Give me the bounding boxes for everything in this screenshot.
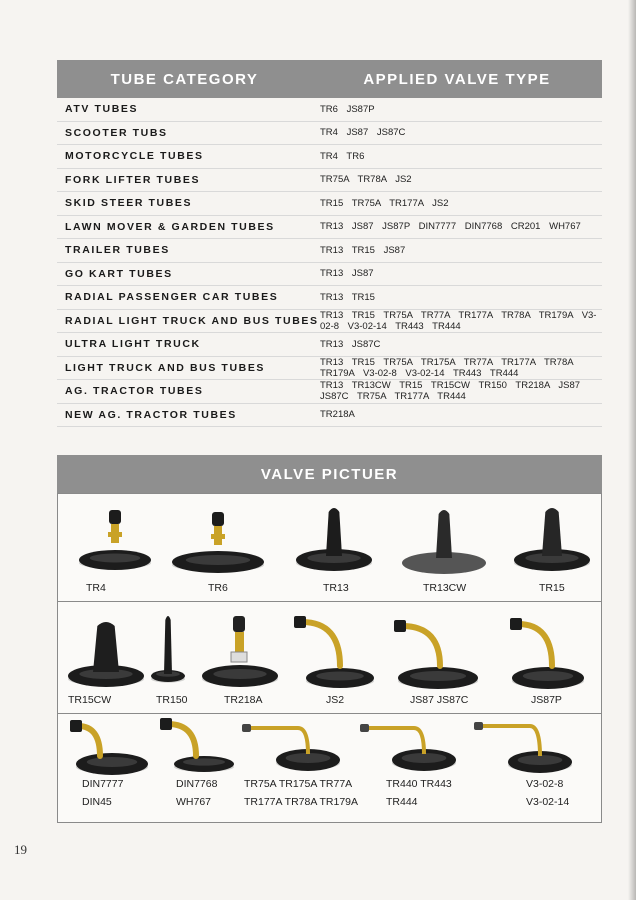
tube-category-cell: LAWN MOVER & GARDEN TUBES [65,220,275,233]
valve-type-cell: TR15 TR75A TR177A JS2 [320,197,449,209]
valve-label: V3-02-14 [526,796,570,808]
valve-item [66,606,146,690]
table-row [57,192,602,216]
valve-type-cell: TR13 TR15 [320,291,375,303]
table-row [57,263,602,287]
valve-tr13-icon [294,498,378,578]
table-row [57,404,602,428]
valve-row-3 [58,714,601,823]
table-row [57,333,602,357]
valve-type-cell: TR4 TR6 [320,150,365,162]
valve-type-cell: TR6 JS87P [320,103,375,115]
valve-tr218a-icon [200,606,282,690]
valve-tr13cw-icon [402,498,490,578]
valve-js87p-icon [506,606,592,690]
valve-label: TR218A [224,694,263,706]
valve-v3-icon [472,718,576,776]
tube-category-cell: FORK LIFTER TUBES [65,173,201,186]
valve-item [156,718,242,776]
valve-label: DIN7777 [82,778,124,790]
tube-category-cell: TRAILER TUBES [65,244,170,257]
valve-item [292,606,378,690]
tube-category-cell: AG. TRACTOR TUBES [65,385,204,398]
valve-label: WH767 [176,796,212,808]
tube-category-cell: LIGHT TRUCK AND BUS TUBES [65,361,266,374]
table-row [57,310,602,334]
table-row [57,380,602,404]
valve-item [356,718,460,776]
valve-item [388,606,488,690]
valve-type-cell: TR218A [320,409,355,421]
valve-row-1 [58,494,601,602]
valve-label: TR15CW [68,694,112,706]
tube-category-cell: RADIAL LIGHT TRUCK AND BUS TUBES [65,314,319,327]
valve-label: TR15 [539,582,565,594]
tube-category-cell: GO KART TUBES [65,267,173,280]
valve-picture-grid [57,493,602,823]
valve-din7777-icon [64,718,156,776]
valve-item [294,498,378,578]
valve-type-cell: TR13 JS87 JS87P DIN7777 DIN7768 CR201 WH767 [320,221,581,233]
valve-din7768-icon [156,718,242,776]
valve-tr150-icon [150,606,188,690]
page-edge-shadow [628,0,636,900]
valve-label: DIN45 [82,796,112,808]
valve-type-cell: TR75A TR78A JS2 [320,174,412,186]
valve-type-cell: TR13 JS87C [320,338,381,350]
valve-label: TR444 [386,796,418,808]
valve-item [240,718,344,776]
valve-label: TR6 [208,582,228,594]
valve-tr440-icon [356,718,460,776]
table-row [57,239,602,263]
table-row [57,145,602,169]
valve-tr6-icon [170,498,268,578]
table-row [57,216,602,240]
page-number: 19 [14,842,27,857]
valve-label: TR75A TR175A TR77A [244,778,353,790]
tube-category-cell: MOTORCYCLE TUBES [65,150,204,163]
valve-row-2 [58,602,601,714]
valve-label: TR4 [86,582,106,594]
header-tube-category: TUBE CATEGORY [110,70,259,88]
valve-label: V3-02-8 [526,778,564,790]
tube-category-cell: RADIAL PASSENGER CAR TUBES [65,291,279,304]
valve-item [170,498,268,578]
tube-category-cell: SKID STEER TUBES [65,197,193,210]
valve-label: TR150 [156,694,188,706]
valve-type-cell: TR13 TR15 JS87 [320,244,406,256]
valve-label: TR13 [323,582,349,594]
tube-category-cell: NEW AG. TRACTOR TUBES [65,408,237,421]
valve-item [512,498,596,578]
valve-tr75a-icon [240,718,344,776]
valve-type-cell: TR13 JS87 [320,268,374,280]
valve-label: TR440 TR443 [386,778,452,790]
valve-picture-header: VALVE PICTUER [57,455,602,493]
valve-item [150,606,188,690]
tube-category-cell: SCOOTER TUBS [65,126,168,139]
valve-item [506,606,592,690]
valve-label: DIN7768 [176,778,218,790]
valve-type-cell: TR13 TR13CW TR15 TR15CW TR150 TR218A JS87 JS87C TR75A TR177A TR444 [320,380,581,403]
valve-item [64,718,156,776]
tube-category-cell: ATV TUBES [65,103,139,116]
table-row [57,169,602,193]
valve-item [200,606,282,690]
valve-type-cell: TR13 TR15 TR75A TR77A TR177A TR78A TR179A V3-02-8 V3-02-14 TR443 TR444 [320,309,597,332]
valve-type-cell: TR4 JS87 JS87C [320,127,406,139]
valve-label: JS87P [531,694,562,706]
table-row [57,286,602,310]
valve-label: JS2 [326,694,345,706]
table-row [57,357,602,381]
valve-label: JS87 JS87C [410,694,469,706]
valve-tr15cw-icon [66,606,146,690]
tube-category-cell: ULTRA LIGHT TRUCK [65,338,201,351]
valve-item [472,718,576,776]
valve-item [70,498,160,578]
valve-type-cell: TR13 TR15 TR75A TR175A TR77A TR177A TR78A TR179A V3-02-8 V3-02-14 TR443 TR444 [320,356,574,379]
valve-item [402,498,490,578]
table-header [57,60,602,98]
valve-label: TR13CW [423,582,467,594]
table-row [57,98,602,122]
header-applied-valve-type: APPLIED VALVE TYPE [363,70,551,88]
valve-tr4-icon [70,498,160,578]
valve-js2-icon [292,606,378,690]
valve-js87-icon [388,606,488,690]
tube-valve-table [57,60,602,427]
table-row [57,122,602,146]
valve-label: TR177A TR78A TR179A [244,796,359,808]
valve-tr15-icon [512,498,596,578]
